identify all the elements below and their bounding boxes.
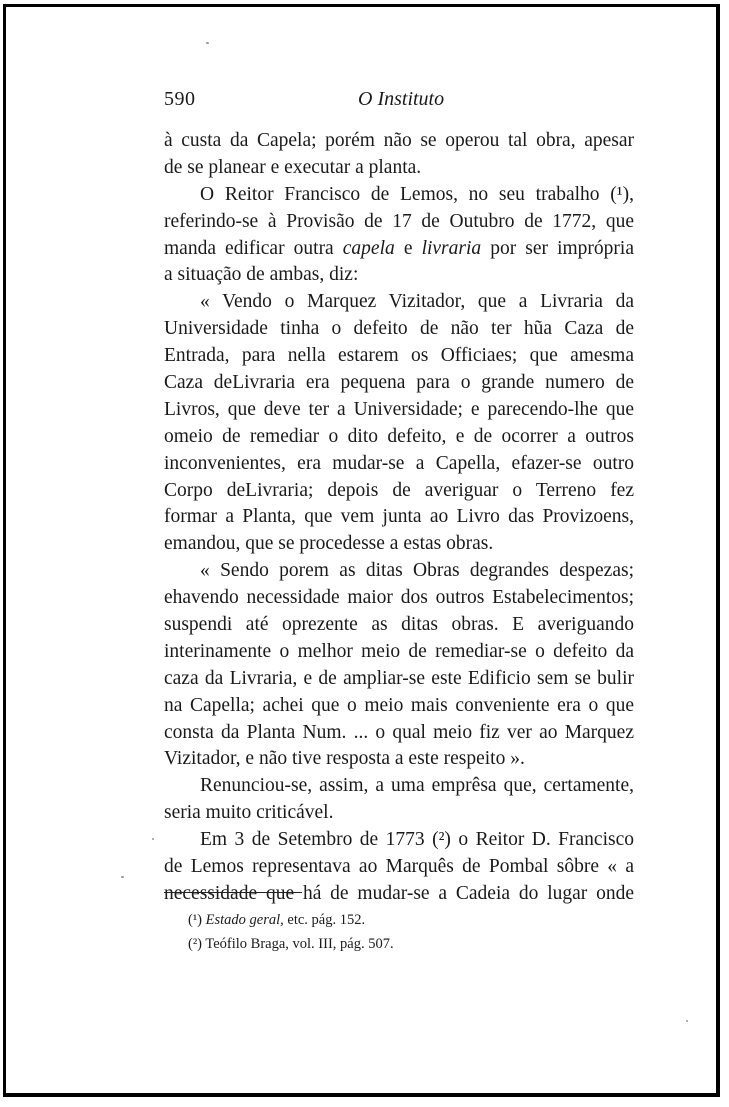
footnote-2: (²) Teófilo Braga, vol. III, pág. 507. (188, 936, 394, 952)
text-line: suspendi até oprezente as ditas obras. E averiguando (164, 614, 634, 636)
text-line: ehavendo necessidade maior dos outros Estabelecimentos; (164, 587, 634, 609)
text-line: Vizitador, e não tive resposta a este respeito ». (164, 748, 525, 770)
text-line: « Sendo porem as ditas Obras degrandes despezas; (200, 560, 634, 582)
footnote-title: Estado geral, (205, 912, 284, 928)
footnote-1 (188, 908, 628, 932)
body-text (164, 128, 634, 908)
text-line: de Lemos representava ao Marquês de Pombal sôbre « a (164, 856, 634, 878)
text-line: seria muito criticável. (164, 802, 334, 824)
text-segment: por ser imprópria (481, 237, 634, 259)
italic-term-capela: capela (342, 237, 395, 259)
footnote-marker: (¹) (188, 912, 206, 928)
scan-speck (121, 876, 124, 878)
text-line: interinamente o melhor meio de remediar-se o defeito da (164, 640, 634, 662)
footnote-separator (164, 892, 302, 893)
footnote-text: etc. pág. 152. (283, 912, 366, 928)
text-line: Entrada, para nella estarem os Officiaes; que amesma (164, 345, 634, 367)
scan-speck (152, 838, 154, 840)
text-line: Em 3 de Setembro de 1773 (²) o Reitor D. Francisco (200, 829, 634, 851)
page-number: 590 (164, 88, 196, 110)
running-title: O Instituto (358, 88, 445, 110)
text-line: na Capella; achei que o meio mais conveniente era o que (164, 694, 634, 716)
text-line: de se planear e executar a planta. (164, 156, 422, 178)
text-line: Universidade tinha o defeito de não ter hũa Caza de (164, 318, 634, 340)
text-line: referindo-se à Provisão de 17 de Outubro de 1772, que (164, 210, 634, 232)
text-line: omeio de remediar o dito defeito, e de ocorrer a outros (164, 425, 634, 447)
scan-speck (206, 42, 209, 44)
scan-speck (686, 1020, 688, 1022)
text-line: « Vendo o Marquez Vizitador, que a Livraria da (200, 291, 634, 313)
footnotes (188, 908, 628, 956)
text-segment: e (394, 237, 422, 259)
text-line: inconvenientes, era mudar-se a Capella, efazer-se outro (164, 452, 634, 474)
text-line: consta da Planta Num. ... o qual meio fiz ver ao Marquez (164, 721, 634, 743)
text-line: Livros, que deve ter a Universidade; e parecendo-lhe que (164, 398, 634, 420)
text-line: formar a Planta, que vem junta ao Livro das Provizoens, (164, 506, 634, 528)
text-line: Corpo deLivraria; depois de averiguar o Terreno fez (164, 479, 634, 501)
text-line: Renunciou-se, assim, a uma emprêsa que, certamente, (200, 775, 634, 797)
text-line: Caza deLivraria era pequena para o grande numero de (164, 372, 634, 394)
text-line: necessidade que há de mudar-se a Cadeia do lugar onde (164, 882, 634, 904)
text-line: emandou, que se procedesse a estas obras. (164, 533, 494, 555)
text-line: a situação de ambas, diz: (164, 264, 359, 286)
text-line: caza da Livraria, e de ampliar-se este Edificio sem se bulir (164, 667, 634, 689)
text-line: O Reitor Francisco de Lemos, no seu trabalho (¹), (200, 183, 634, 205)
italic-term-livraria: livraria (421, 237, 482, 259)
text-segment: manda edificar outra (164, 237, 343, 259)
text-line (164, 236, 634, 263)
page-header (164, 86, 634, 116)
text-line: à custa da Capela; porém não se operou tal obra, apesar (164, 130, 634, 151)
